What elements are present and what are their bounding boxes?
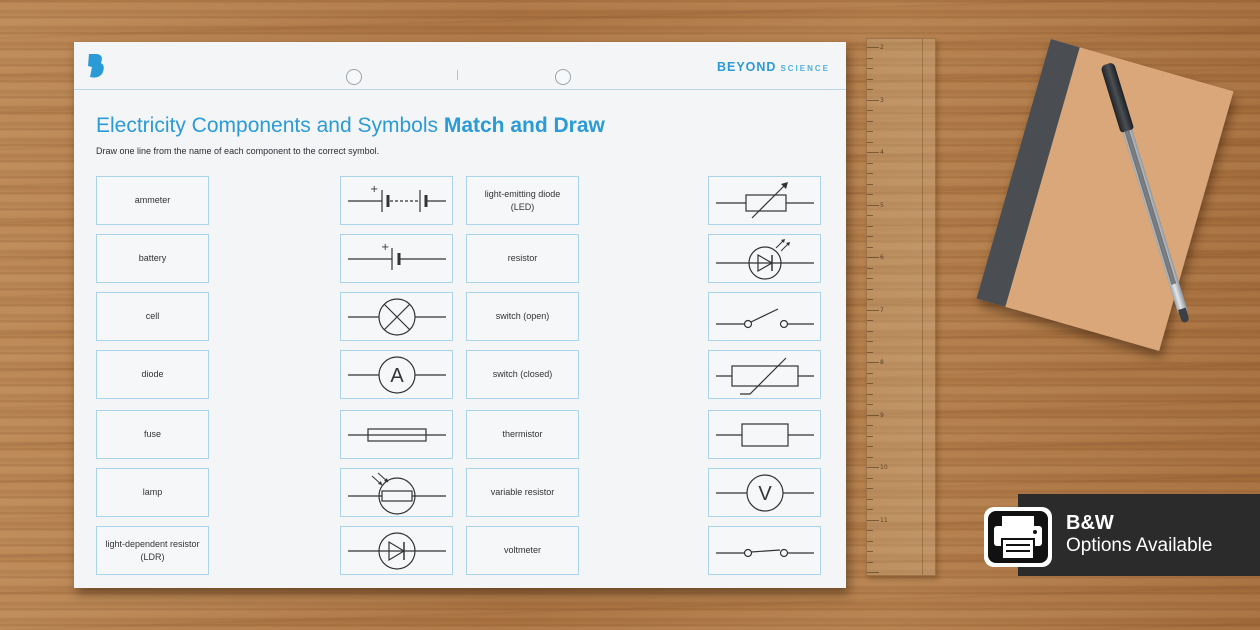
name-box-fuse: fuse [96,410,209,459]
symbol-box-resistor [708,410,821,459]
beyond-logo-icon [86,53,106,79]
svg-text:+: + [380,241,389,253]
ruler-number: 10 [880,464,888,471]
ruler-tick [867,79,873,80]
ruler-tick [867,331,873,332]
ruler-tick [867,467,879,468]
thermistor-symbol [710,352,820,398]
ruler-tick [867,205,879,206]
name-box-resistor: resistor [466,234,579,283]
ruler [866,38,936,576]
ruler-tick [867,373,873,374]
ruler-tick [867,47,879,48]
ruler-tick [867,425,873,426]
ruler-tick [867,457,873,458]
name-box-switch-closed: switch (closed) [466,350,579,399]
voltmeter-letter: V [757,482,772,505]
ruler-tick [867,551,873,552]
name-box-thermistor: thermistor [466,410,579,459]
ruler-tick [867,436,873,437]
ruler-number: 4 [880,149,884,156]
name-box-voltmeter: voltmeter [466,526,579,575]
ammeter-symbol [342,352,452,398]
worksheet-header [74,42,846,90]
title-normal: Electricity Components and Symbols [96,114,438,137]
cell-symbol [342,178,452,224]
symbol-box-fuse [340,410,453,459]
ruler-tick [867,299,873,300]
ruler-tick [867,488,873,489]
ruler-tick [867,404,873,405]
name-box-diode: diode [96,350,209,399]
ruler-tick [867,268,873,269]
symbol-box-ldr [340,468,453,517]
ruler-edge [922,39,923,575]
name-box-ldr: light-dependent resistor (LDR) [96,526,209,575]
ruler-tick [867,541,873,542]
ruler-tick [867,320,873,321]
instructions: Draw one line from the name of each component to the correct symbol. [96,146,380,156]
ruler-tick [867,394,873,395]
voltmeter-symbol [710,470,820,516]
switch-open-symbol [710,294,820,340]
ruler-tick [867,562,873,563]
badge-title: B&W [1066,512,1114,534]
symbol-box-cell [340,234,453,283]
printer-icon [982,505,1054,569]
notebook [976,39,1233,351]
punch-hole [346,69,362,85]
name-box-variable-resistor: variable resistor [466,468,579,517]
ruler-number: 7 [880,306,884,314]
ruler-number: 2 [880,44,884,51]
ruler-tick [867,163,873,164]
ruler-tick [867,478,873,479]
ruler-tick [867,215,873,216]
ruler-tick [867,289,873,290]
symbol-box-switch-closed [708,526,821,575]
symbol-box-variable-resistor [708,176,821,225]
ruler-tick [867,520,879,521]
ruler-tick [867,383,873,384]
ruler-tick [867,226,873,227]
ruler-tick [867,131,873,132]
symbol-box-lamp [340,292,453,341]
ammeter-letter: A [389,364,404,387]
worksheet-title [96,114,605,138]
ruler-number: 6 [880,254,884,261]
symbol-box-switch-open [708,292,821,341]
switch-closed-symbol [710,528,820,574]
ruler-tick [867,341,873,342]
ruler-tick [867,278,873,279]
ruler-tick [867,194,873,195]
ruler-tick [867,509,873,510]
ruler-number: 8 [880,359,884,366]
bw-options-badge [1018,494,1260,576]
name-box-ammeter: ammeter [96,176,209,225]
ruler-tick [867,100,879,101]
symbol-box-thermistor [708,350,821,399]
symbol-box-voltmeter [708,468,821,517]
ruler-tick [867,572,879,573]
name-box-led: light-emitting diode (LED) [466,176,579,225]
battery-symbol [342,236,452,282]
svg-text:+: + [369,183,378,195]
ruler-tick [867,89,873,90]
name-box-battery: battery [96,234,209,283]
pen-tip [1178,308,1190,324]
ruler-tick [867,184,873,185]
name-box-lamp: lamp [96,468,209,517]
diode-symbol [342,528,452,574]
variable-resistor-symbol [710,178,820,224]
badge-text [1066,512,1212,558]
ruler-tick [867,247,873,248]
worksheet [74,42,846,588]
symbol-box-led [708,234,821,283]
lamp-symbol [342,294,452,340]
ruler-tick [867,362,879,363]
ruler-tick [867,142,873,143]
symbol-box-ammeter [340,350,453,399]
resistor-symbol [710,412,820,458]
ruler-tick [867,310,879,311]
symbol-box-diode [340,526,453,575]
ruler-tick [867,152,879,153]
punch-hole [555,69,571,85]
ruler-number: 3 [880,96,884,104]
title-bold: Match and Draw [443,114,605,137]
name-box-cell: cell [96,292,209,341]
ruler-tick [867,352,873,353]
ruler-number: 9 [880,411,884,419]
ruler-tick [867,121,873,122]
badge-subtitle: Options Available [1066,535,1213,556]
brand-logo [717,60,830,74]
ruler-tick [867,68,873,69]
fold-mark [457,70,458,80]
led-symbol [710,236,820,282]
ruler-number: 5 [880,201,884,209]
ruler-tick [867,415,879,416]
ruler-tick [867,499,873,500]
ruler-tick [867,530,873,531]
ruler-tick [867,173,873,174]
ruler-tick [867,236,873,237]
brand-name: BEYOND [716,60,777,74]
ldr-symbol [342,470,452,516]
ruler-number: 11 [880,516,888,524]
fuse-symbol [342,412,452,458]
ruler-tick [867,58,873,59]
brand-sub: SCIENCE [780,64,830,73]
ruler-tick [867,110,873,111]
ruler-tick [867,257,879,258]
ruler-tick [867,446,873,447]
name-box-switch-open: switch (open) [466,292,579,341]
symbol-box-cells [340,176,453,225]
